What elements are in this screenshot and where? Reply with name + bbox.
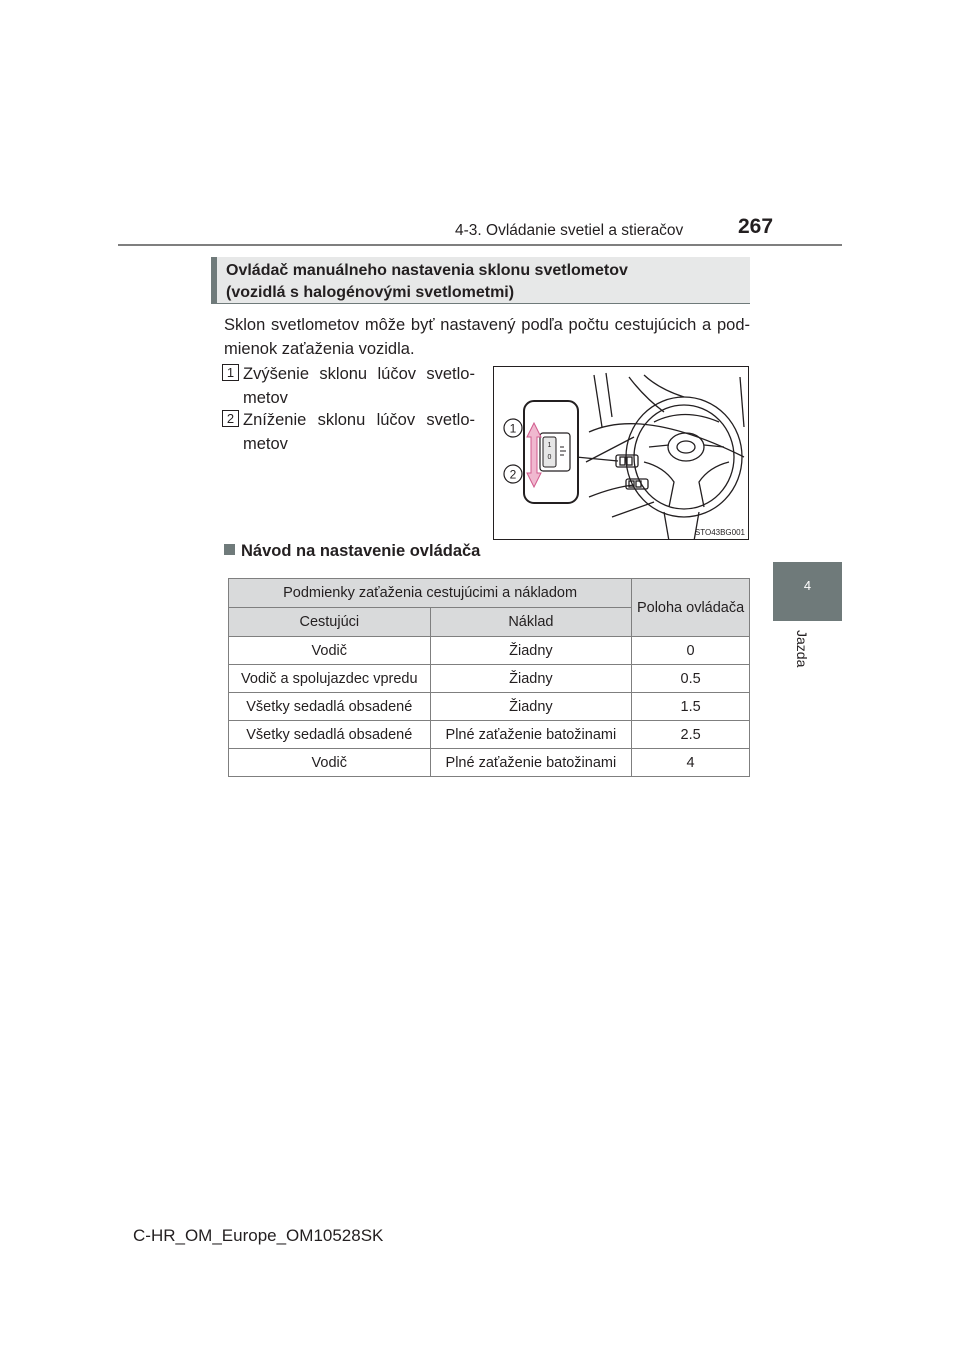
cell-cargo: Plné zaťaženie batožinami [430, 721, 632, 749]
cell-cargo: Žiadny [430, 693, 632, 721]
header-dial-position: Poloha ovládača [632, 579, 750, 637]
callout-2: 2 [509, 467, 517, 482]
cell-position: 4 [632, 749, 750, 777]
intro-paragraph: Sklon svetlometov môže byť nastavený podľa počtu cestujúcich a podmienok zaťaženia vozidla. [224, 316, 750, 358]
item-text-1: Zvýšenie sklonu lúčov svetlometov [243, 365, 475, 407]
header-divider [118, 244, 842, 246]
headlight-leveling-illustration [493, 366, 749, 540]
square-bullet-icon [224, 544, 235, 555]
table-row [229, 637, 750, 665]
cell-passengers: Všetky sedadlá obsadené [229, 693, 431, 721]
table-row [229, 749, 750, 777]
item-text-2: Zníženie sklonu lúčov svetlometov [243, 411, 475, 453]
cell-passengers: Vodič [229, 749, 431, 777]
cell-passengers: Všetky sedadlá obsadené [229, 721, 431, 749]
cell-cargo: Žiadny [430, 637, 632, 665]
cell-position: 2.5 [632, 721, 750, 749]
table-row [229, 665, 750, 693]
page-number: 267 [738, 215, 774, 238]
chapter-label: Jazda [794, 630, 810, 668]
cell-position: 0.5 [632, 665, 750, 693]
cell-cargo: Plné zaťaženie batožinami [430, 749, 632, 777]
cell-passengers: Vodič a spolujazdec vpredu [229, 665, 431, 693]
item-number-2: 2 [222, 410, 239, 427]
section-heading-box [211, 257, 750, 304]
callout-1: 1 [509, 421, 517, 436]
cell-passengers: Vodič [229, 637, 431, 665]
cell-cargo: Žiadny [430, 665, 632, 693]
subheading-text: Návod na nastavenie ovládača [241, 542, 481, 560]
load-adjustment-table [228, 578, 750, 777]
item-number-1: 1 [222, 364, 239, 381]
dial-label-bottom: 0 [547, 454, 552, 461]
dial-label-top: 1 [547, 442, 552, 449]
section-heading-line2: (vozidlá s halogénovými svetlometmi) [226, 284, 515, 301]
figure-code: STO43BG001 [694, 528, 745, 537]
section-heading-line1: Ovládač manuálneho nastavenia sklonu svetlometov [226, 262, 628, 279]
subheading [224, 542, 480, 561]
table-row [229, 693, 750, 721]
header-load-conditions: Podmienky zaťaženia cestujúcimi a nákladom [229, 579, 632, 608]
cell-position: 1.5 [632, 693, 750, 721]
cell-position: 0 [632, 637, 750, 665]
header-cargo: Náklad [430, 608, 632, 637]
header-passengers: Cestujúci [229, 608, 431, 637]
chapter-tab: 4 [773, 562, 842, 621]
dashboard-drawing [494, 367, 749, 540]
header-section-title: 4-3. Ovládanie svetiel a stieračov [455, 222, 684, 239]
table-row [229, 721, 750, 749]
footer-document-id: C-HR_OM_Europe_OM10528SK [133, 1226, 384, 1245]
